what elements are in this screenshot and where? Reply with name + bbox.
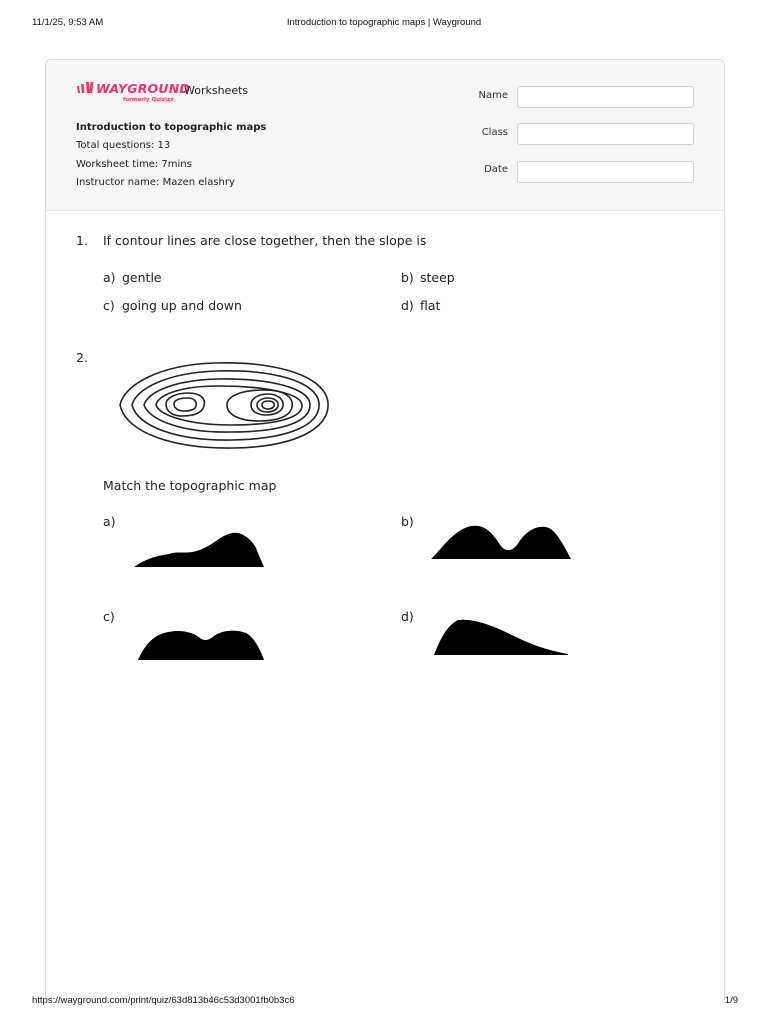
worksheet-header	[46, 60, 724, 211]
profile-silhouette-a[interactable]	[134, 530, 264, 568]
print-page-number: 1/9	[724, 995, 738, 1006]
profile-silhouette-d[interactable]	[434, 618, 568, 656]
print-url: https://wayground.com/print/quiz/63d813b46c53d3001fb0b3c6	[32, 995, 295, 1006]
profile-silhouette-c[interactable]	[138, 627, 264, 661]
print-page-title: Introduction to topographic maps | Wayground	[286, 17, 482, 28]
worksheet-time: Worksheet time: 7mins	[76, 158, 192, 170]
option-a-letter[interactable]: a)	[103, 514, 116, 529]
date-label: Date	[484, 164, 508, 175]
worksheet-title: Introduction to topographic maps	[76, 122, 267, 133]
option-b[interactable]	[401, 270, 455, 285]
print-datetime: 11/1/25, 9:53 AM	[32, 17, 104, 28]
option-text: steep	[420, 270, 455, 285]
instructor-name: Instructor name: Mazen elashry	[76, 176, 235, 188]
option-d[interactable]	[401, 298, 440, 313]
option-c-letter[interactable]: c)	[103, 609, 115, 624]
date-field[interactable]	[517, 161, 694, 183]
option-c[interactable]	[103, 298, 242, 313]
name-label: Name	[478, 90, 508, 101]
question-number: 2.	[76, 350, 88, 365]
class-label: Class	[481, 127, 508, 138]
worksheet-meta	[76, 119, 266, 192]
option-letter: d)	[401, 298, 414, 313]
option-text: going up and down	[122, 298, 242, 313]
class-field[interactable]	[517, 123, 694, 145]
worksheet-sheet	[45, 59, 725, 1000]
logo-text: WAYGROUND	[96, 81, 190, 96]
name-field[interactable]	[517, 86, 694, 108]
question-number: 1.	[76, 233, 88, 248]
option-d-letter[interactable]: d)	[401, 609, 414, 624]
option-letter: c)	[103, 298, 115, 313]
contour-map-image	[114, 355, 334, 455]
option-letter: b)	[401, 270, 414, 285]
print-footer	[0, 995, 768, 1009]
option-a[interactable]	[103, 270, 162, 285]
question-text: If contour lines are close together, then the slope is	[103, 233, 427, 248]
option-text: flat	[420, 298, 441, 313]
question-text: Match the topographic map	[103, 478, 277, 493]
profile-silhouette-b[interactable]	[431, 522, 571, 560]
print-header	[0, 17, 768, 31]
option-letter: a)	[103, 270, 116, 285]
total-questions: Total questions: 13	[76, 140, 171, 152]
option-b-letter[interactable]: b)	[401, 514, 414, 529]
logo-subtext: formerly Quizizz	[123, 97, 174, 103]
wayground-logo-icon	[76, 82, 94, 94]
option-text: gentle	[122, 270, 162, 285]
section-label: Worksheets	[184, 84, 249, 97]
